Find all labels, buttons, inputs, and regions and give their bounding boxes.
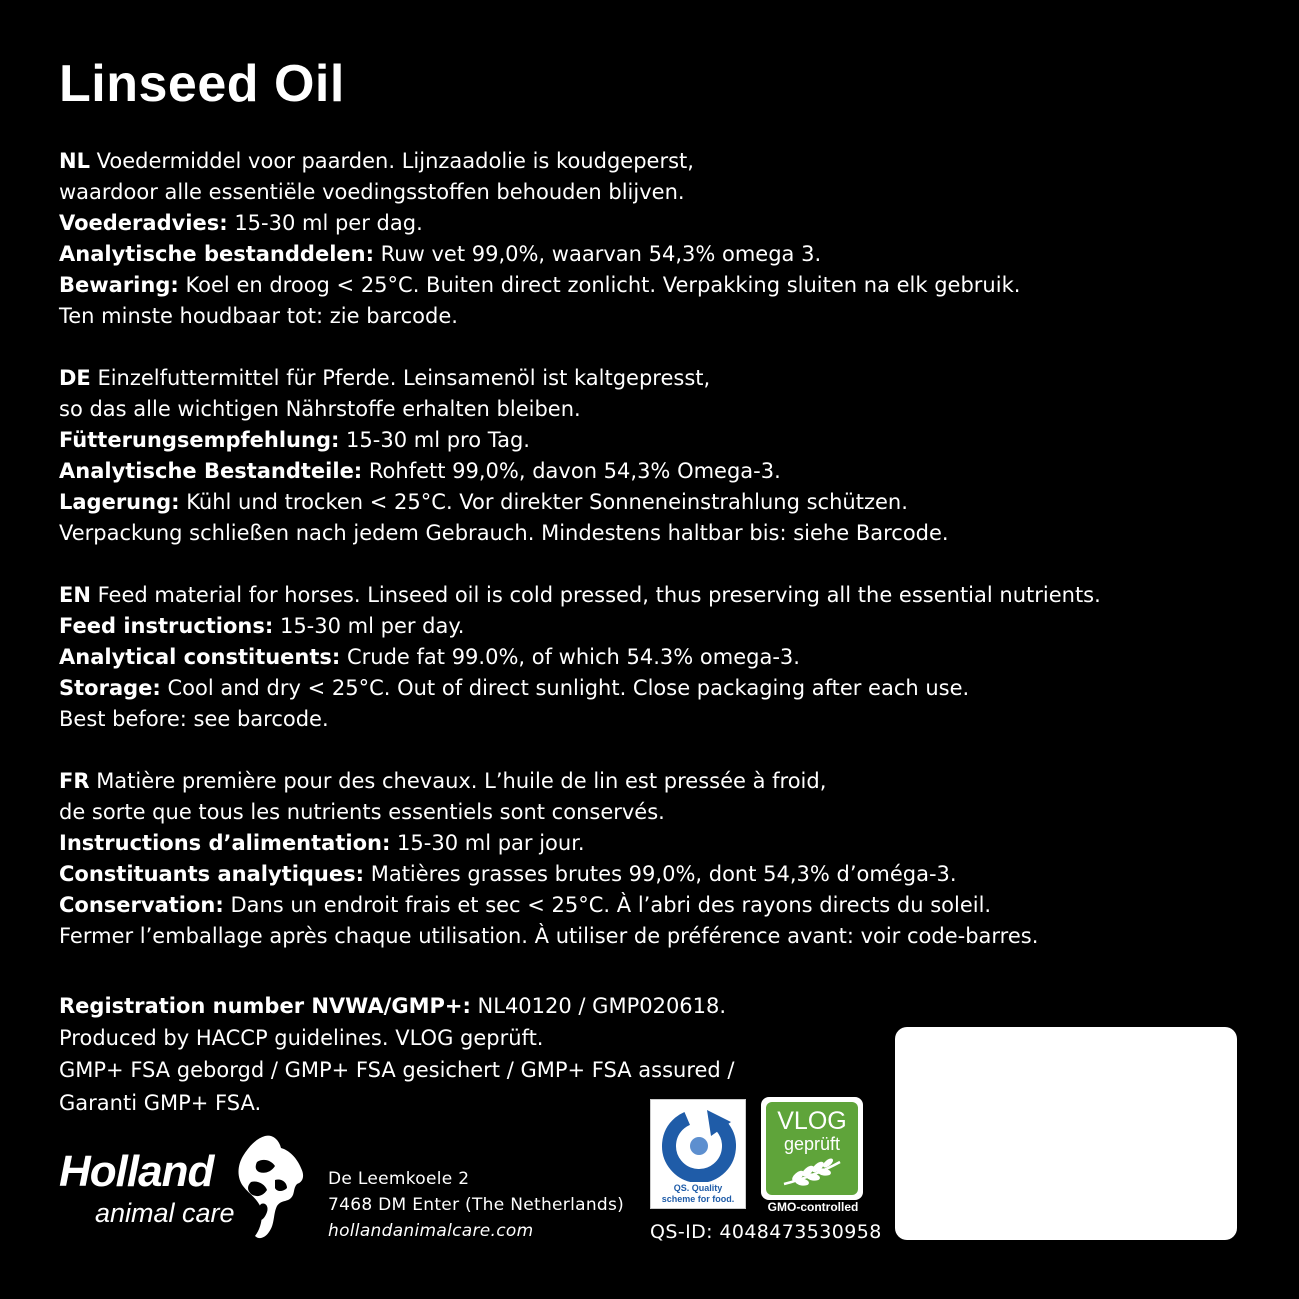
website-link[interactable]: hollandanimalcare.com bbox=[328, 1221, 534, 1241]
text-line bbox=[59, 766, 1159, 797]
vlog-badge-panel bbox=[766, 1102, 858, 1195]
line-text: Kühl und trocken < 25°C. Vor direkter Sonneneinstrahlung schützen. bbox=[179, 490, 908, 514]
line-text: Voedermiddel voor paarden. Lijnzaadolie is koudgeperst, bbox=[89, 149, 694, 173]
text-line bbox=[59, 394, 1159, 425]
line-text: Rohfett 99,0%, davon 54,3% Omega-3. bbox=[362, 459, 781, 483]
line-text: Crude fat 99.0%, of which 54.3% omega-3. bbox=[340, 645, 800, 669]
text-line bbox=[59, 270, 1159, 301]
text-line bbox=[59, 456, 1159, 487]
language-section bbox=[59, 363, 1159, 549]
vlog-subtitle: geprüft bbox=[783, 1134, 841, 1154]
bold-label: EN bbox=[59, 583, 91, 607]
line-text: Feed material for horses. Linseed oil is cold pressed, thus preserving all the essential nutrients. bbox=[90, 583, 1101, 607]
line-text: Koel en droog < 25°C. Buiten direct zonlicht. Verpakking sluiten na elk gebruik. bbox=[178, 273, 1021, 297]
registration-line bbox=[59, 990, 879, 1022]
text-line bbox=[59, 208, 1159, 239]
line-text: de sorte que tous les nutrients essentiels sont conservés. bbox=[59, 800, 665, 824]
qs-id: QS-ID: 4048473530958 bbox=[650, 1221, 882, 1243]
gmo-controlled-caption: GMO-controlled bbox=[767, 1200, 859, 1214]
bold-label: Voederadvies: bbox=[59, 211, 228, 235]
line-text: Matières grasses brutes 99,0%, dont 54,3% d’oméga-3. bbox=[364, 862, 957, 886]
text-line bbox=[59, 487, 1159, 518]
bold-label: Instructions d’alimentation: bbox=[59, 831, 391, 855]
text-line bbox=[59, 921, 1159, 952]
line-text: Fermer l’emballage après chaque utilisation. À utiliser de préférence avant: voir code-barres. bbox=[59, 924, 1039, 948]
text-line bbox=[59, 890, 1159, 921]
line-text: Cool and dry < 25°C. Out of direct sunlight. Close packaging after each use. bbox=[160, 676, 970, 700]
registration-block bbox=[59, 990, 879, 1119]
holland-animal-care-logo bbox=[59, 1132, 309, 1242]
text-line bbox=[59, 704, 1159, 735]
text-line bbox=[59, 611, 1159, 642]
line-text: Ten minste houdbaar tot: zie barcode. bbox=[59, 304, 458, 328]
bold-label: Analytische Bestandteile: bbox=[59, 459, 363, 483]
address-street: De Leemkoele 2 bbox=[328, 1169, 470, 1189]
bold-label: Fütterungsempfehlung: bbox=[59, 428, 340, 452]
barcode-label-area bbox=[895, 1027, 1237, 1240]
text-line bbox=[59, 239, 1159, 270]
qs-badge-line2: scheme for food. bbox=[661, 1194, 735, 1204]
bold-label: Constituants analytiques: bbox=[59, 862, 365, 886]
text-line bbox=[59, 580, 1159, 611]
text-line bbox=[59, 425, 1159, 456]
line-text: Dans un endroit frais et sec < 25°C. À l’abri des rayons directs du soleil. bbox=[223, 893, 992, 917]
company-address bbox=[328, 1166, 628, 1244]
qs-quality-badge bbox=[650, 1099, 746, 1209]
vlog-title: VLOG bbox=[777, 1107, 847, 1135]
text-line bbox=[59, 797, 1159, 828]
bold-label: DE bbox=[59, 366, 91, 390]
bold-label: Storage: bbox=[59, 676, 161, 700]
gmp-line-2: Garanti GMP+ FSA. bbox=[59, 1091, 262, 1115]
bold-label: FR bbox=[59, 769, 90, 793]
bold-label: NL bbox=[59, 149, 90, 173]
text-line bbox=[59, 828, 1159, 859]
line-text: Ruw vet 99,0%, waarvan 54,3% omega 3. bbox=[373, 242, 822, 266]
registration-label: Registration number NVWA/GMP+: bbox=[59, 994, 471, 1018]
logo-subtitle: animal care bbox=[95, 1198, 235, 1228]
text-line bbox=[59, 363, 1159, 394]
language-section bbox=[59, 146, 1159, 332]
line-text: 15-30 ml pro Tag. bbox=[339, 428, 530, 452]
line-text: Matière première pour des chevaux. L’huile de lin est pressée à froid, bbox=[89, 769, 827, 793]
text-line bbox=[59, 146, 1159, 177]
text-line bbox=[59, 177, 1159, 208]
product-title: Linseed Oil bbox=[59, 55, 345, 113]
vlog-badge bbox=[761, 1097, 863, 1200]
qs-badge-line1: QS. Quality bbox=[673, 1183, 723, 1193]
line-text: Verpackung schließen nach jedem Gebrauch. Mindestens haltbar bis: siehe Barcode. bbox=[59, 521, 949, 545]
address-city: 7468 DM Enter (The Netherlands) bbox=[328, 1195, 625, 1215]
qs-arrow-icon bbox=[661, 1106, 737, 1182]
label-text-blocks bbox=[59, 146, 1159, 983]
line-text: 15-30 ml per day. bbox=[273, 614, 465, 638]
leaf-icon bbox=[780, 1158, 844, 1188]
gmp-line: GMP+ FSA geborgd / GMP+ FSA gesichert / GMP+ FSA assured / bbox=[59, 1058, 735, 1082]
line-text: so das alle wichtigen Nährstoffe erhalten bleiben. bbox=[59, 397, 581, 421]
bold-label: Analytische bestanddelen: bbox=[59, 242, 374, 266]
line-text: Best before: see barcode. bbox=[59, 707, 329, 731]
horse-head-icon bbox=[235, 1132, 307, 1242]
language-section bbox=[59, 580, 1159, 735]
bold-label: Analytical constituents: bbox=[59, 645, 341, 669]
text-line bbox=[59, 673, 1159, 704]
line-text: 15-30 ml per dag. bbox=[227, 211, 423, 235]
line-text: Einzelfuttermittel für Pferde. Leinsamenöl ist kaltgepresst, bbox=[90, 366, 711, 390]
text-line bbox=[59, 642, 1159, 673]
text-line bbox=[59, 859, 1159, 890]
bold-label: Conservation: bbox=[59, 893, 224, 917]
qs-badge-text bbox=[651, 1183, 745, 1205]
logo-wordmark: Holland bbox=[59, 1147, 214, 1196]
bold-label: Lagerung: bbox=[59, 490, 180, 514]
registration-value: NL40120 / GMP020618. bbox=[470, 994, 727, 1018]
bold-label: Bewaring: bbox=[59, 273, 179, 297]
haccp-line: Produced by HACCP guidelines. VLOG geprüft. bbox=[59, 1026, 544, 1050]
bold-label: Feed instructions: bbox=[59, 614, 274, 638]
text-line bbox=[59, 518, 1159, 549]
text-line bbox=[59, 301, 1159, 332]
language-section bbox=[59, 766, 1159, 952]
line-text: 15-30 ml par jour. bbox=[390, 831, 585, 855]
line-text: waardoor alle essentiële voedingsstoffen behouden blijven. bbox=[59, 180, 685, 204]
